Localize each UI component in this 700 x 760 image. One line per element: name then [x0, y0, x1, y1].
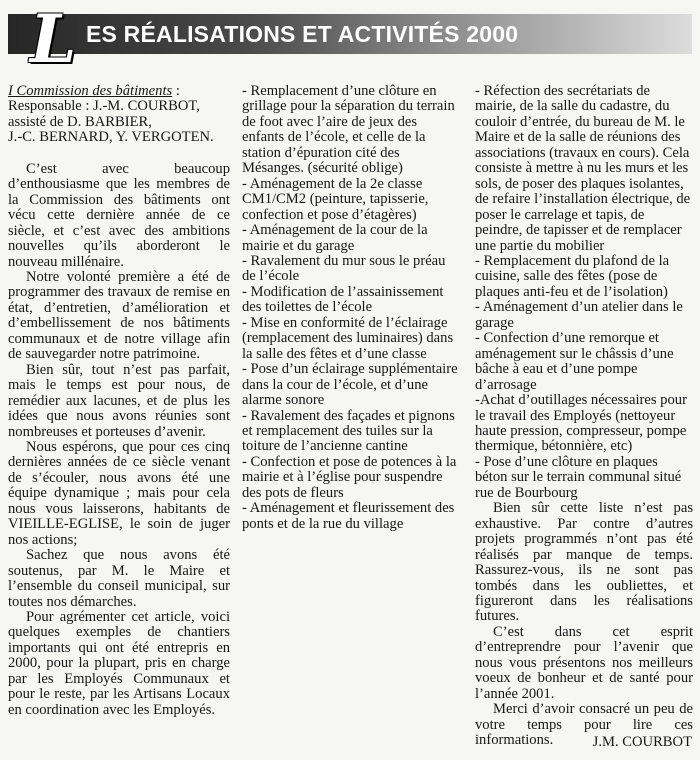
paragraph: Pour agrémenter cet article, voici quelques exemples de chantiers importants qui ont été entrepris en 2000, pour la plupart, pris en charge par les Employés Communaux et pour le reste, par les Artisans Locaux en coordination avec les Employés.	[8, 608, 230, 718]
drop-cap-letter: L	[30, 0, 77, 78]
responsable-line: Responsable : J.-M. COURBOT,	[8, 98, 200, 115]
list-item: - Confection et pose de potences à la mairie et à l’église pour suspendre des pots de fleurs	[242, 453, 457, 501]
paragraph: C’est avec beaucoup d’enthousiasme que les membres de la Commission des bâtiments ont vécu cette dernière année de ce siècle, et c’est avec des ambitions nouvelles qu’ils aborderont le nouveau millénaire.	[8, 160, 230, 270]
commission-heading: I Commission des bâtiments	[8, 83, 173, 99]
paragraph: Nous espérons, que pour ces cinq dernières années de ce siècle venant de s’écouler, nous avons été une équipe dynamique ; mais pour cela nous vous laisserons, habitants de VIEILLE-EGLISE, le soin de juger nos actions;	[8, 438, 230, 548]
list-item: - Confection d’une remorque et aménagement sur le châssis d’une bâche à eau et d’une pompe d’arrosage	[475, 330, 674, 393]
list-item: - Remplacement d’une clôture en grillage pour la séparation du terrain de foot avec l’aire de jeux des enfants de l’école, et celle de la station d’épuration cité des Mésanges. (sécurité oblige)	[242, 83, 455, 177]
text-column-2	[242, 84, 462, 532]
text-column-1	[8, 84, 230, 718]
list-item: - Réfection des secrétariats de mairie, de la salle du cadastre, du couloir d’entrée, du bureau de M. le Maire et de la salle de réunions des associations (travaux en cours). Cela consiste à mettre à nu les murs et les sols, de poser des plaques isolantes, de refaire l’installation électrique, de poser le carrelage et tapis, de peindre, de tapisser et de remplacer une partie du mobilier	[475, 83, 691, 254]
list-item: - Aménagement de la cour de la mairie et du garage	[242, 222, 428, 254]
members-line: J.-C. BERNARD, Y. VERGOTEN.	[8, 129, 214, 146]
paragraph: Sachez que nous avons été soutenus, par M. le Maire et l’ensemble du conseil municipal, sur toutes nos démarches.	[8, 547, 230, 610]
list-item: - Pose d’un éclairage supplémentaire dans la cour de l’école, et d’une alarme sonore	[242, 361, 458, 409]
commission-header	[8, 84, 230, 99]
list-item: -Achat d’outillages nécessaires pour le travail des Employés (nettoyeur haute pression, compresseur, pompe thermique, bétonnière, etc)	[475, 392, 687, 455]
paragraph: Bien sûr, tout n’est pas parfait, mais le temps est pour nous, de remédier aux lacunes, et de plus les idées que nous avons réunies sont nombreuses et porteuses d’avenir.	[8, 361, 230, 440]
paragraph: Notre volonté première a été de programmer des travaux de remise en état, d’entretien, d’amélioration et d’embellissement de nos bâtiments communaux et de notre village afin de sauvegarder notre patrimoine.	[8, 268, 230, 363]
list-item: - Ravalement des façades et pignons et remplacement des tuiles sur la toiture de l’ancienne cantine	[242, 407, 455, 455]
list-item: - Mise en conformité de l’éclairage (remplacement des luminaires) dans la salle des fêtes et d’une classe	[242, 314, 454, 362]
closing-paragraph: C’est dans cet esprit d’entreprendre pour l’avenir que nous vous présentons nos meilleurs voeux de bonheur et de santé pour l’année 2001.	[475, 623, 693, 702]
assistant-line: assisté de D. BARBIER,	[8, 113, 152, 130]
list-item: - Aménagement de la 2e classe CM1/CM2 (peinture, tapisserie, confection et pose d’étagères)	[242, 175, 429, 223]
signature: J.M. COURBOT	[592, 734, 692, 750]
list-item: - Aménagement d’un atelier dans le garage	[475, 299, 683, 331]
list-item: - Ravalement du mur sous le préau de l’école	[242, 252, 446, 285]
text-column-3	[475, 84, 693, 748]
article-title: ES RÉALISATIONS ET ACTIVITÉS 2000	[86, 21, 519, 47]
list-item: - Pose d’une clôture en plaques béton sur le terrain communal situé rue de Bourbourg	[475, 453, 682, 501]
list-item: - Modification de l’assainissement des toilettes de l’école	[242, 283, 444, 316]
closing-paragraph: Merci d’avoir consacré un peu de votre temps pour lire ces informations.	[475, 701, 693, 749]
list-item: - Remplacement du plafond de la cuisine, salle des fêtes (pose de plaques anti-feu et de l’isolation)	[475, 252, 670, 300]
title-banner	[8, 0, 692, 78]
list-item: - Aménagement et fleurissement des ponts et de la rue du village	[242, 500, 455, 532]
heading-colon: :	[172, 83, 180, 99]
closing-paragraph: Bien sûr cette liste n’est pas exhaustive. Par contre d’autres projets programmés n’ont pas été réalisés par manque de temps. Rassurez-vous, ils ne sont pas tombés dans les oubliettes, et figureront dans les réalisations futures.	[475, 500, 693, 625]
